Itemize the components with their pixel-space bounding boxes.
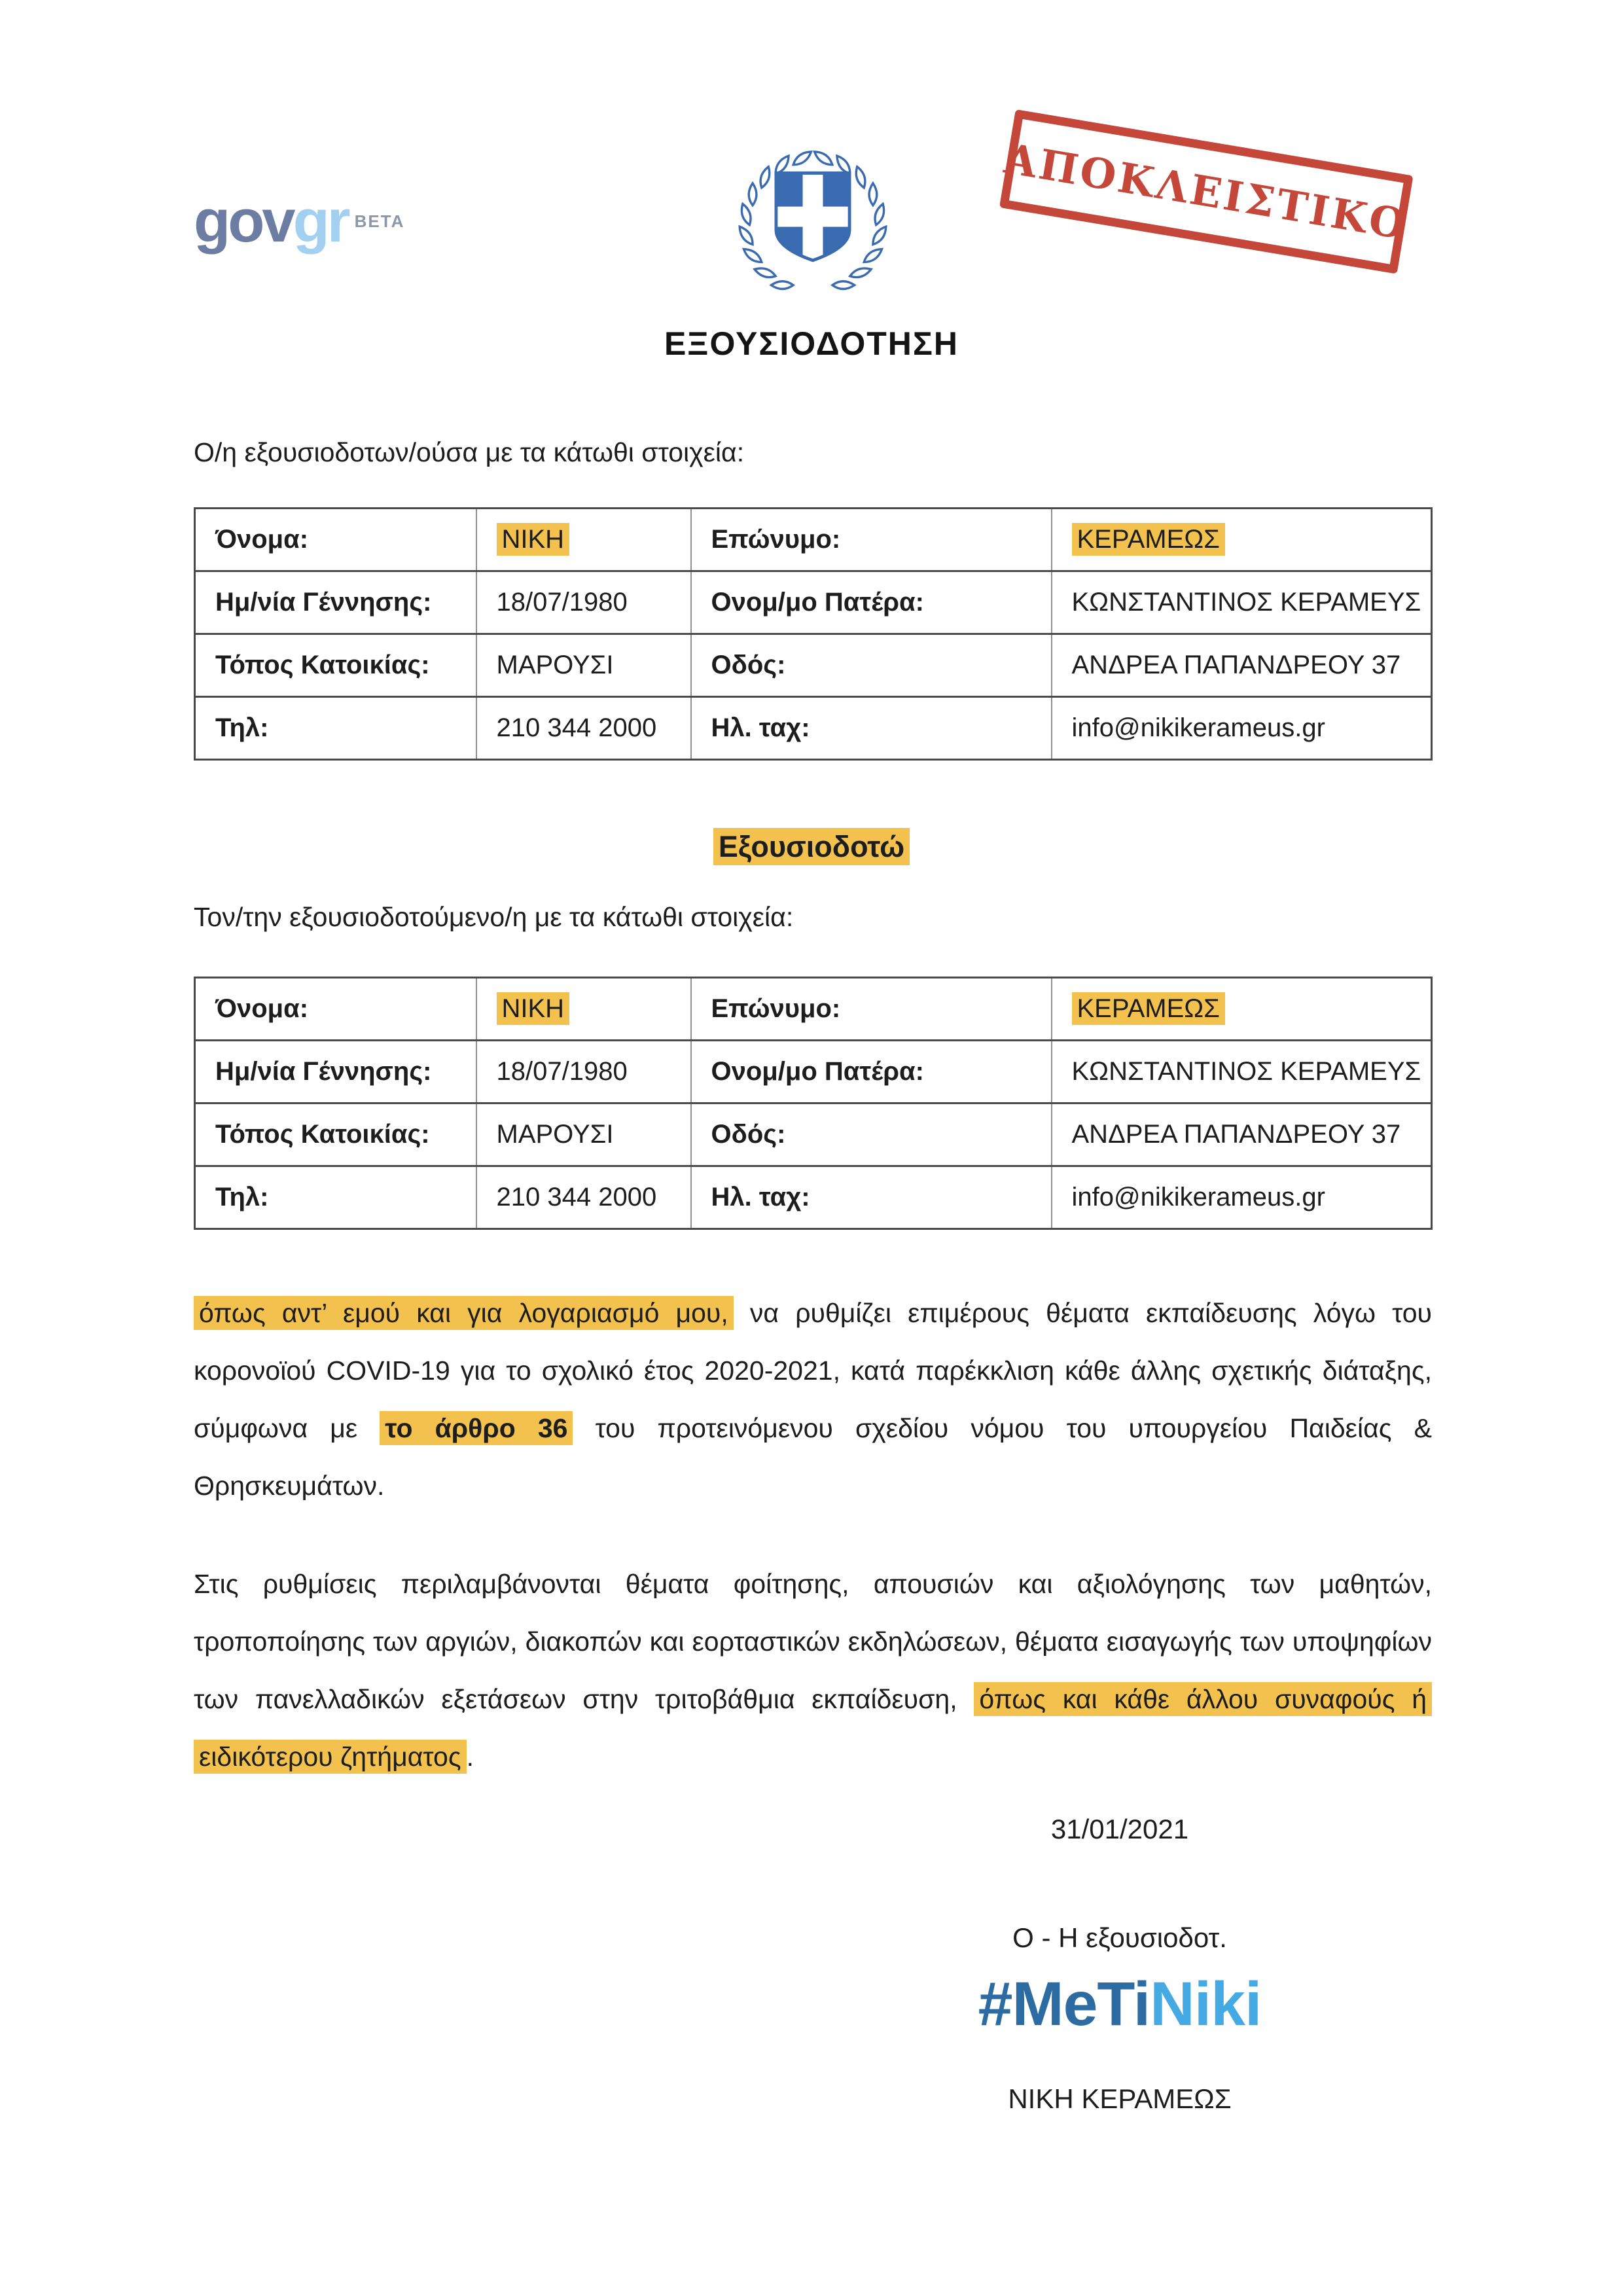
highlighted-value: ΝΙΚΗ (497, 523, 570, 556)
govgr-logo (194, 187, 404, 256)
paragraph-scope (194, 1284, 1432, 1515)
cell-value (1052, 509, 1432, 571)
authorize-heading (0, 830, 1623, 864)
cell-label: Όνομα: (195, 978, 476, 1041)
text-segment: του προτεινόμενου σχεδίου νόμου του υπουργείου Παιδείας & Θρησκευμάτων. (194, 1413, 1432, 1501)
govgr-logo-gr: gr (293, 188, 348, 255)
exclusive-stamp-text: ΑΠΟΚΛΕΙΣΤΙΚΟ (1001, 134, 1412, 249)
cell-value: ΑΝΔΡΕΑ ΠΑΠΑΝΔΡΕΟΥ 37 (1052, 634, 1432, 697)
cell-value: ΚΩΝΣΤΑΝΤΙΝΟΣ ΚΕΡΑΜΕΥΣ (1052, 1041, 1432, 1103)
cell-value: ΜΑΡΟΥΣΙ (476, 1103, 691, 1166)
cell-label: Τηλ: (195, 697, 476, 760)
metiniki-hashtag (809, 1965, 1431, 2043)
cell-value: ΜΑΡΟΥΣΙ (476, 634, 691, 697)
cell-label: Οδός: (691, 1103, 1052, 1166)
table-row (195, 634, 1432, 697)
authorizer-intro-text: Ο/η εξουσιοδοτων/ούσα με τα κάτωθι στοιχεία: (194, 437, 745, 467)
exclusive-stamp (999, 109, 1414, 274)
hashtag-dark-part: #MeTi (978, 1969, 1150, 2039)
table-row (195, 1166, 1432, 1229)
cell-label: Τόπος Κατοικίας: (195, 634, 476, 697)
cell-label: Ηλ. ταχ: (691, 697, 1052, 760)
authorizer-details-table (194, 507, 1433, 761)
table-row (195, 571, 1432, 634)
cell-value (476, 978, 691, 1041)
paragraph-subjects (194, 1555, 1432, 1785)
table-row (195, 1041, 1432, 1103)
cell-value: info@nikikerameus.gr (1052, 1166, 1432, 1229)
hashtag-light-part: Niki (1150, 1969, 1262, 2039)
cell-value (476, 509, 691, 571)
govgr-logo-gov: gov (194, 188, 293, 255)
table-row (195, 697, 1432, 760)
cell-value: 210 344 2000 (476, 697, 691, 760)
text-segment: Στις ρυθμίσεις περιλαμβάνονται θέματα φοίτησης, απουσιών και αξιολόγησης των μαθητών, τροποποίησης των αργιών, διακοπών και εορταστικών εκδηλώσεων, θέματα εισαγωγής των υποψηφίων των πανελλαδικών εξετάσεων στην τριτοβάθμια εκπαίδευση, (194, 1569, 1432, 1714)
greek-coat-of-arms-icon (737, 140, 889, 297)
authorize-heading-text: Εξουσιοδοτώ (713, 828, 910, 865)
cell-value (1052, 978, 1432, 1041)
cell-label: Ημ/νία Γέννησης: (195, 571, 476, 634)
cell-value: ΚΩΝΣΤΑΝΤΙΝΟΣ ΚΕΡΑΜΕΥΣ (1052, 571, 1432, 634)
text-segment: όπως και κάθε άλλου συναφούς ή ειδικότερου ζητήματος (194, 1682, 1432, 1774)
table-row (195, 509, 1432, 571)
date: 31/01/2021 (1050, 1814, 1189, 1844)
text-segment: το άρθρο 36 (380, 1411, 573, 1445)
authorizee-details-table (194, 977, 1433, 1230)
cell-label: Οδός: (691, 634, 1052, 697)
text-segment: όπως αντ’ εμού και για λογαριασμό μου, (194, 1296, 734, 1330)
cell-label: Ηλ. ταχ: (691, 1166, 1052, 1229)
cell-label: Τόπος Κατοικίας: (195, 1103, 476, 1166)
signature-name: ΝΙΚΗ ΚΕΡΑΜΕΩΣ (1008, 2083, 1232, 2114)
cell-value: info@nikikerameus.gr (1052, 697, 1432, 760)
highlighted-value: ΝΙΚΗ (497, 992, 570, 1025)
cell-label: Τηλ: (195, 1166, 476, 1229)
signature-block (809, 1812, 1431, 2117)
cell-value: 18/07/1980 (476, 571, 691, 634)
text-segment: να ρυθμίζει επιμέρους θέματα εκπαίδευσης λόγω του κορονοϊού COVID-19 για το σχολικό έτος 2020-2021, κατά παρέκκλιση κάθε άλλης σχετικής διάταξης, σύμφωνα με (194, 1298, 1432, 1443)
cross-shield (774, 171, 852, 264)
cell-label: Ημ/νία Γέννησης: (195, 1041, 476, 1103)
page-title: ΕΞΟΥΣΙΟΔΟΤΗΣΗ (664, 325, 959, 362)
table-row (195, 978, 1432, 1041)
table-row (195, 1103, 1432, 1166)
cell-value: 18/07/1980 (476, 1041, 691, 1103)
authorizee-intro-text: Τον/την εξουσιοδοτούμενο/η με τα κάτωθι στοιχεία: (194, 902, 794, 932)
cell-label: Ονομ/μο Πατέρα: (691, 1041, 1052, 1103)
highlighted-value: ΚΕΡΑΜΕΩΣ (1072, 523, 1225, 556)
cell-label: Όνομα: (195, 509, 476, 571)
cell-value: 210 344 2000 (476, 1166, 691, 1229)
cell-label: Ονομ/μο Πατέρα: (691, 571, 1052, 634)
cell-label: Επώνυμο: (691, 509, 1052, 571)
govgr-logo-beta-tag: BETA (354, 211, 405, 231)
signoff-label: Ο - Η εξουσιοδοτ. (1012, 1922, 1227, 1953)
highlighted-value: ΚΕΡΑΜΕΩΣ (1072, 992, 1225, 1025)
cell-value: ΑΝΔΡΕΑ ΠΑΠΑΝΔΡΕΟΥ 37 (1052, 1103, 1432, 1166)
cell-label: Επώνυμο: (691, 978, 1052, 1041)
text-segment: . (466, 1742, 474, 1772)
